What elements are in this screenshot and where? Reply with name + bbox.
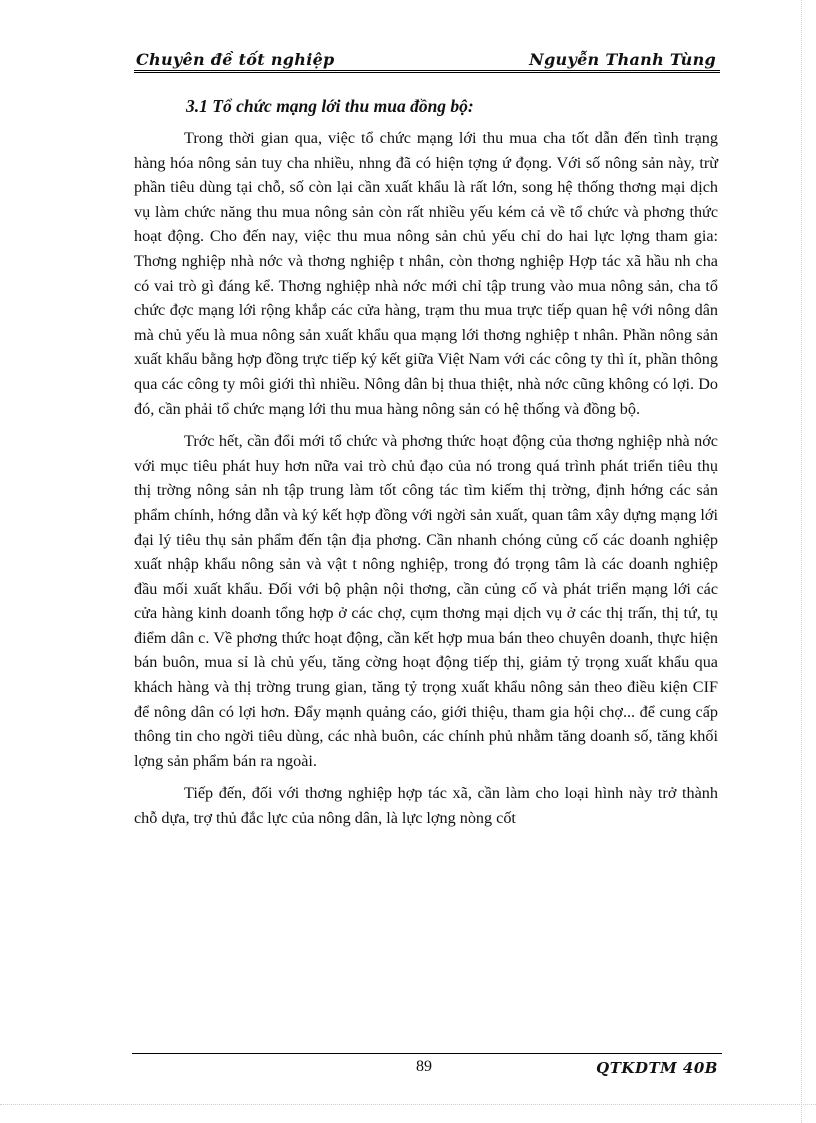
header-author: Nguyễn Thanh Tùng <box>529 50 716 69</box>
header-document-type: Chuyên đề tốt nghiệp <box>136 50 335 69</box>
paragraph-2: Trớc hết, cần đổi mới tổ chức và phơng thức hoạt động của thơng nghiệp nhà nớc với mục tiêu phát huy hơn nữa vai trò chủ đạo của nó trong quá trình phát triển tiêu thụ thị trờng nông sản nh tập trung làm tốt công tác tìm kiếm thị trờng, định hớng các sản phẩm chính, hớng dẫn và ký kết hợp đồng với ngời sản xuất, quan tâm xây dựng mạng lới đại lý tiêu thụ sản phẩm đến tận địa phơng. Cần nhanh chóng củng cố các doanh nghiệp xuất nhập khẩu nông sản và vật t nông nghiệp, trong đó trọng tâm là các doanh nghiệp đầu mối xuất khẩu. Đối với bộ phận nội thơng, cần củng cố và phát triển mạng lới các cửa hàng kinh doanh tổng hợp ở các chợ, cụm thơng mại dịch vụ ở các thị trấn, thị tứ, tụ điểm dân c. Về phơng thức hoạt động, cần kết hợp mua bán theo chuyên doanh, thực hiện bán buôn, mua sỉ là chủ yếu, tăng cờng hoạt động tiếp thị, giảm tỷ trọng xuất khẩu qua khách hàng và thị trờng trung gian, tăng tỷ trọng xuất khẩu nông sản theo điều kiện CIF để nông dân có lợi hơn. Đẩy mạnh quảng cáo, giới thiệu, tham gia hội chợ... để cung cấp thông tin cho ngời tiêu dùng, các nhà buôn, các chính phủ nhằm tăng doanh số, tăng khối lợng sản phẩm bán ra ngoài. <box>134 432 718 770</box>
paragraph-3: Tiếp đến, đối với thơng nghiệp hợp tác xã, cần làm cho loại hình này trở thành chỗ dựa, trợ thủ đắc lực của nông dân, là lực lợng nòng cốt <box>134 784 718 828</box>
page-footer <box>132 1053 722 1081</box>
page-edge-right <box>801 0 802 1123</box>
document-body <box>134 92 718 839</box>
page-edge-bottom <box>0 1104 816 1105</box>
header-rule <box>134 70 720 73</box>
paragraph-1: Trong thời gian qua, việc tổ chức mạng lới thu mua cha tốt dẫn đến tình trạng hàng hóa nông sản tuy cha nhiều, nhng đã có hiện tợng ứ đọng. Với số nông sản này, trừ phần tiêu dùng tại chỗ, số còn lại cần xuất khẩu là rất lớn, song hệ thống thơng mại dịch vụ làm chức năng thu mua nông sản còn rất nhiều yếu kém cả về tổ chức và phơng thức hoạt động. Cho đến nay, việc thu mua nông sản chủ yếu chỉ do hai lực lợng tham gia: Thơng nghiệp nhà nớc và thơng nghiệp t nhân, còn thơng nghiệp Hợp tác xã hầu nh cha có vai trò gì đáng kể. Thơng nghiệp nhà nớc mới chỉ tập trung vào mua nông sản, cha tổ chức đợc mạng lới rộng khắp các cửa hàng, trạm thu mua trực tiếp quan hệ với nông dân mà chủ yếu là mua nông sản xuất khẩu qua mạng lới thơng nghiệp t nhân. Phần nông sản xuất khẩu bằng hợp đồng trực tiếp ký kết giữa Việt Nam với các công ty thì ít, phần thông qua các công ty môi giới thì nhiều. Nông dân bị thua thiệt, nhà nớc cũng không có lợi. Do đó, cần phải tổ chức mạng lới thu mua hàng nông sản có hệ thống và đồng bộ. <box>134 129 718 418</box>
footer-class-code: QTKDTM 40B <box>596 1059 718 1077</box>
page-header <box>134 48 720 72</box>
page-number: 89 <box>416 1058 432 1075</box>
section-title: 3.1 Tổ chức mạng lới thu mua đồng bộ: <box>186 96 474 116</box>
footer-rule <box>132 1053 722 1054</box>
